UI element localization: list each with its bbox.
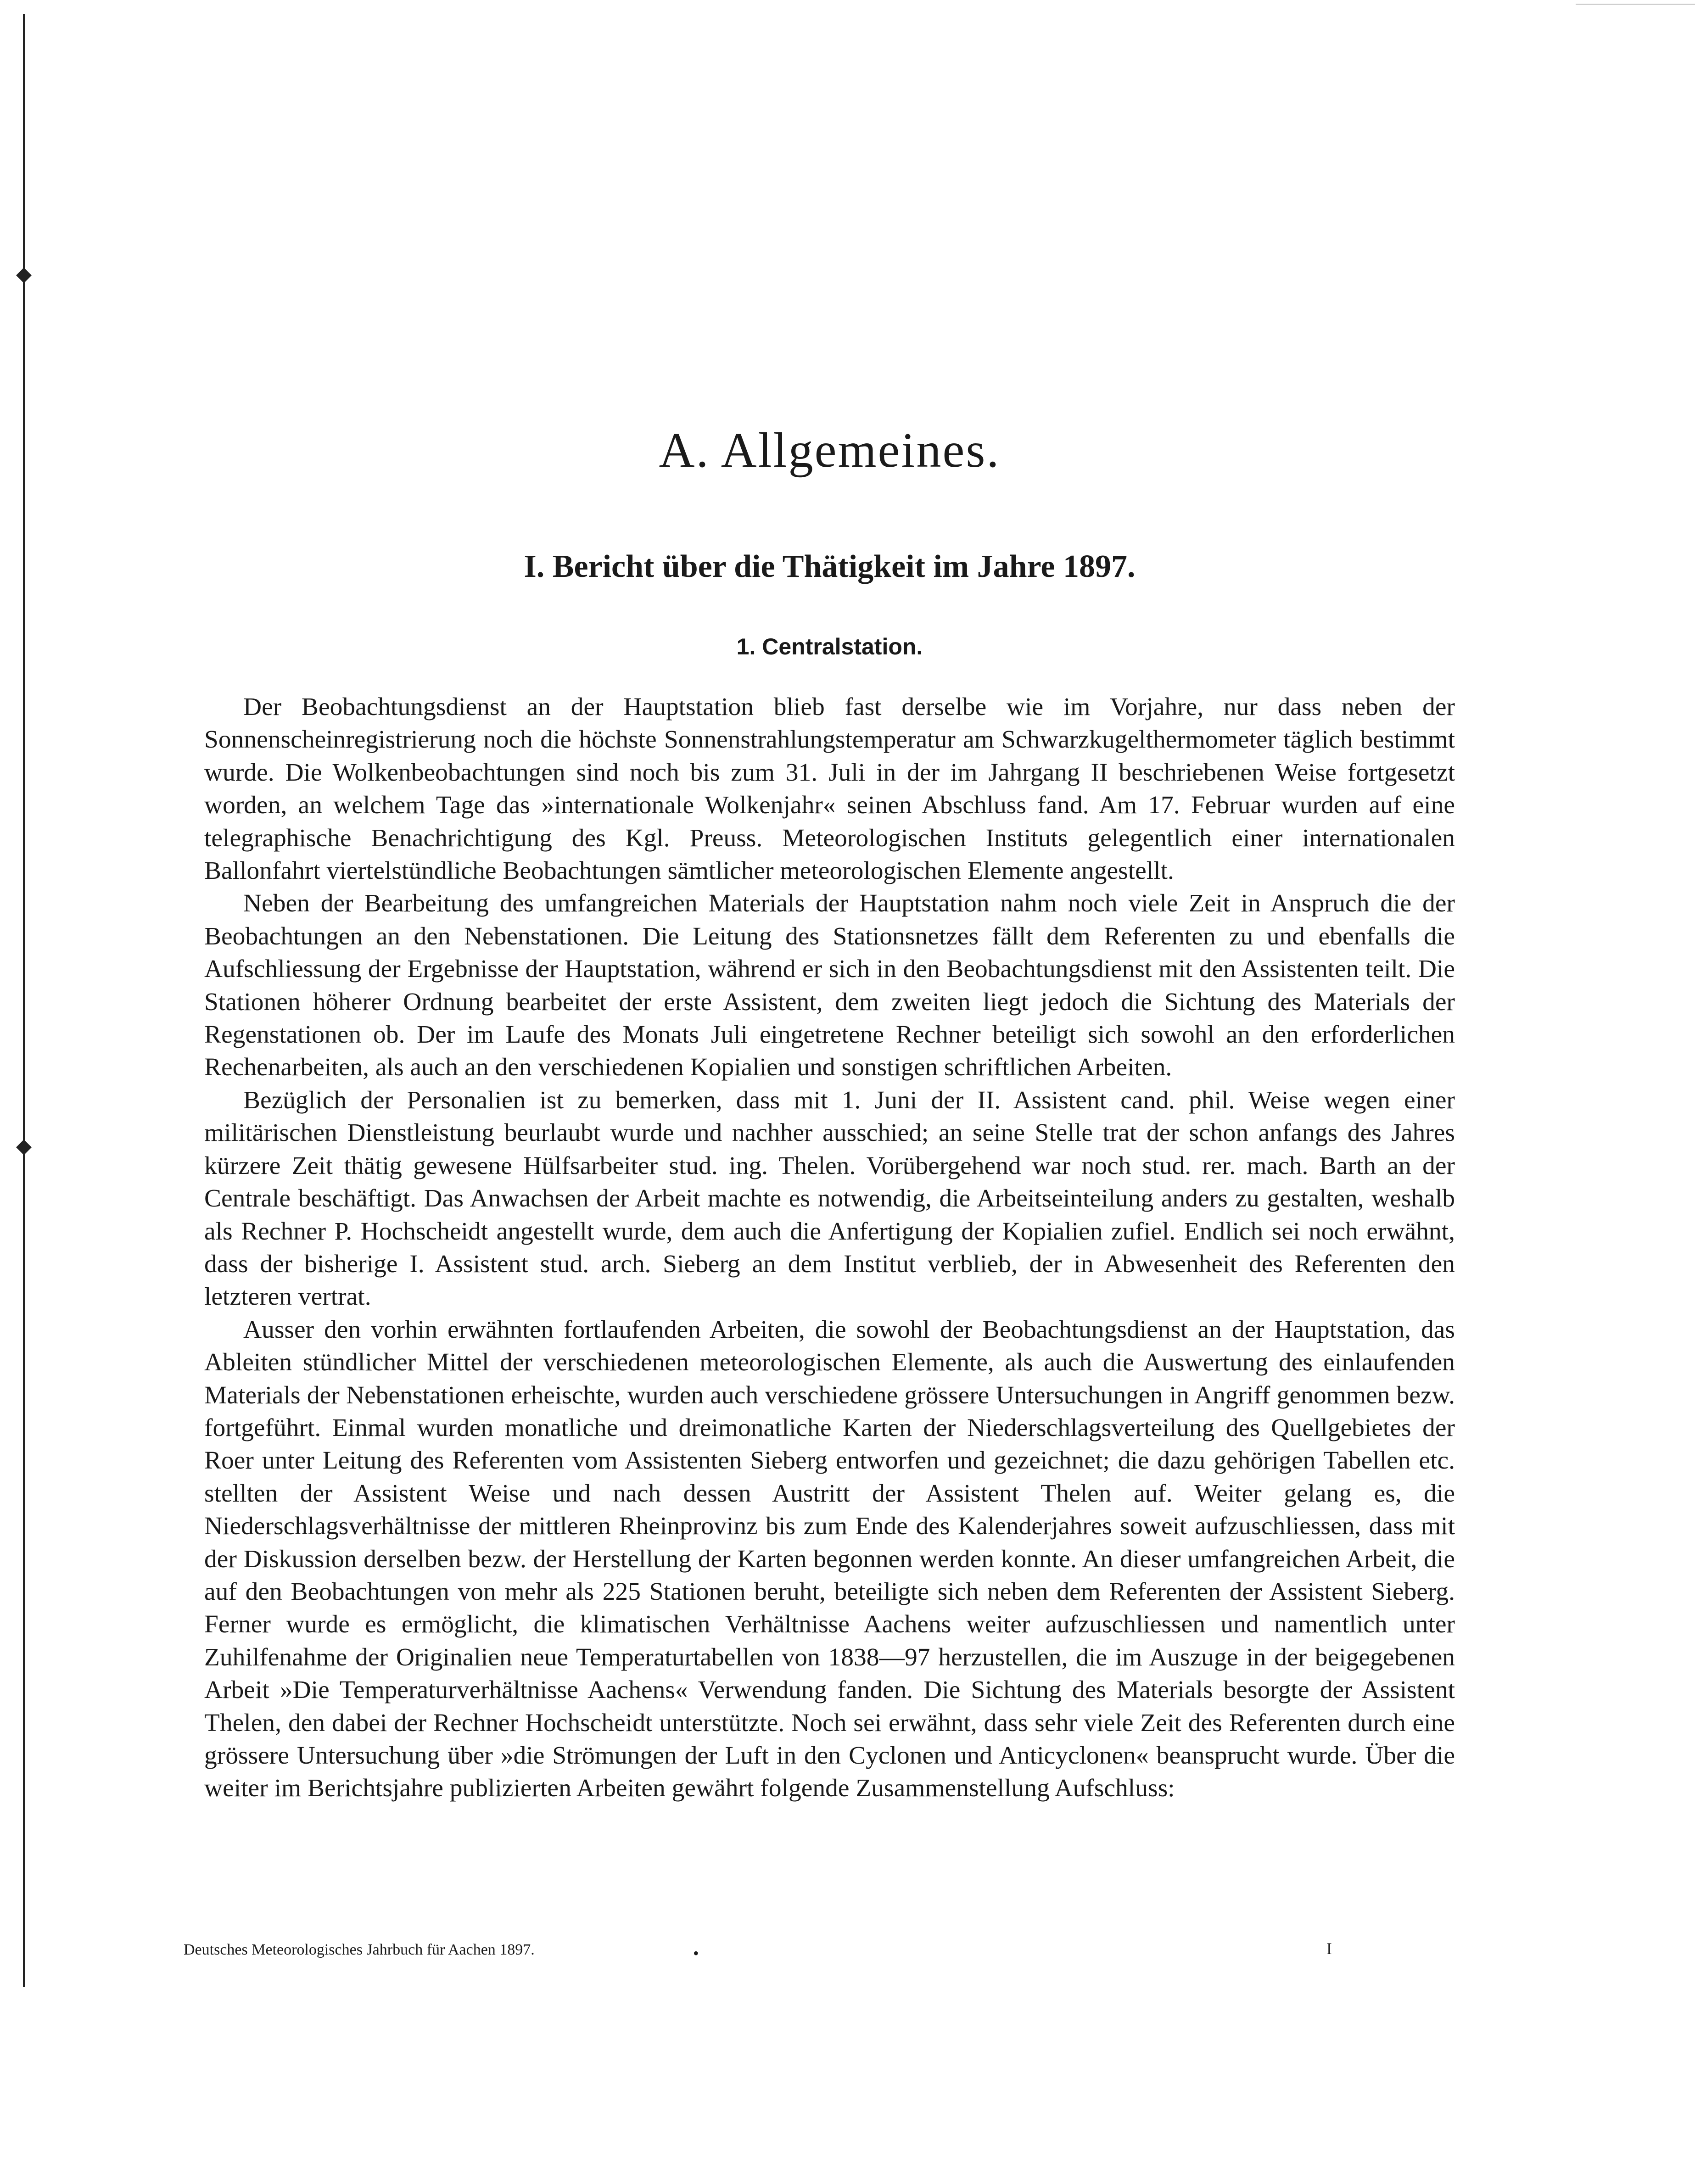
paragraph: Ausser den vorhin erwähnten fortlaufenden Arbeiten, die sowohl der Beobachtungsdienst an der Hauptstation, das Ableiten stündlicher Mittel der verschiedenen meteorologischen Elemente, als auch die Auswertung des einlaufenden Materials der Nebenstationen erheischte, wurden auch verschiedene grössere Untersuchungen in Angriff genommen bezw. fortgeführt. Einmal wurden monatliche und dreimonatliche Karten der Niederschlagsverteilung des Quellgebietes der Roer unter Leitung des Referenten vom Assistenten Sieberg entworfen und gezeichnet; die dazu gehörigen Tabellen etc. stellten der Assistent Weise und nach dessen Austritt der Assistent Thelen auf. Weiter gelang es, die Niederschlagsverhältnisse der mittleren Rheinprovinz bis zum Ende des Kalenderjahres soweit aufzuschliessen, dass mit der Diskussion derselben bezw. der Herstellung der Karten begonnen werden konnte. An dieser umfangreichen Arbeit, die auf den Beobachtungen von mehr als 225 Stationen beruht, beteiligte sich neben dem Referenten der Assistent Sieberg. Ferner wurde es ermöglicht, die klimatischen Verhältnisse Aachens weiter aufzuschliessen und namentlich unter Zuhilfenahme der Originalien neue Temperaturtabellen von 1838—97 herzustellen, die im Auszuge in der beigegebenen Arbeit »Die Temperaturverhältnisse Aachens« Verwendung fanden. Die Sichtung des Materials besorgte der Assistent Thelen, den dabei der Rechner Hochscheidt unterstützte. Noch sei erwähnt, dass sehr viele Zeit des Referenten durch eine grössere Untersuchung über »die Strömungen der Luft in den Cyclonen und Anticyclonen« beansprucht wurde. Über die weiter im Berichtsjahre publizierten Arbeiten gewährt folgende Zusammenstellung Aufschluss: (204, 1315, 1455, 1803)
scan-edge-rule (1576, 4, 1695, 5)
binding-edge (23, 14, 25, 1987)
report-body (204, 691, 1455, 1805)
chapter-title: A. Allgemeines. (659, 423, 1001, 478)
signature-mark: I (1326, 1939, 1332, 1958)
binding-mark (16, 268, 32, 283)
paragraph: Neben der Bearbeitung des umfangreichen Materials der Hauptstation nahm noch viele Zeit in Anspruch die der Beobachtungen an den Nebenstationen. Die Leitung des Stationsnetzes fällt dem Referenten zu und ebenfalls die Aufschliessung der Ergebnisse der Hauptstation, während er sich in den Beobachtungsdienst mit den Assistenten teilt. Die Stationen höherer Ordnung bearbeitet der erste Assistent, dem zweiten liegt jedoch die Sichtung des Materials der Regenstationen ob. Der im Laufe des Monats Juli eingetretene Rechner beteiligt sich sowohl an den erforderlichen Rechenarbeiten, als auch an den verschiedenen Kopialien und sonstigen schriftlichen Arbeiten. (204, 889, 1455, 1082)
footer-source: Deutsches Meteorologisches Jahrbuch für Aachen 1897. (184, 1941, 535, 1958)
section-title: I. Bericht über die Thätigkeit im Jahre 1897. (524, 549, 1136, 584)
binding-mark (16, 1139, 32, 1155)
paragraph: Der Beobachtungsdienst an der Hauptstation blieb fast derselbe wie im Vorjahre, nur dass neben der Sonnenscheinregistrierung noch die höchste Sonnenstrahlungstemperatur am Schwarzkugelthermometer täglich bestimmt wurde. Die Wolkenbeobachtungen sind noch bis zum 31. Juli in der im Jahrgang II beschriebenen Weise fortgesetzt worden, an welchem Tage das »internationale Wolkenjahr« seinen Abschluss fand. Am 17. Februar wurden auf eine telegraphische Benachrichtigung des Kgl. Preuss. Meteorologischen Instituts gelegentlich einer internationalen Ballonfahrt viertelstündliche Beobachtungen sämtlicher meteorologischen Elemente angestellt. (204, 693, 1455, 885)
footer-dot: • (693, 1944, 699, 1962)
paragraph: Bezüglich der Personalien ist zu bemerken, dass mit 1. Juni der II. Assistent cand. phil. Weise wegen einer militärischen Dienstleistung beurlaubt wurde und nachher ausschied; an seine Stelle trat der schon anfangs des Jahres kürzere Zeit thätig gewesene Hülfsarbeiter stud. ing. Thelen. Vorübergehend war noch stud. rer. mach. Barth an der Centrale beschäftigt. Das Anwachsen der Arbeit machte es notwendig, die Arbeitseinteilung anders zu gestalten, weshalb als Rechner P. Hochscheidt angestellt wurde, dem auch die Anfertigung der Kopialien zufiel. Endlich sei noch erwähnt, dass der bisherige I. Assistent stud. arch. Sieberg an dem Institut verblieb, der in Abwesenheit des Referenten den letzteren vertrat. (204, 1086, 1455, 1311)
subsection-title: 1. Centralstation. (736, 634, 923, 659)
